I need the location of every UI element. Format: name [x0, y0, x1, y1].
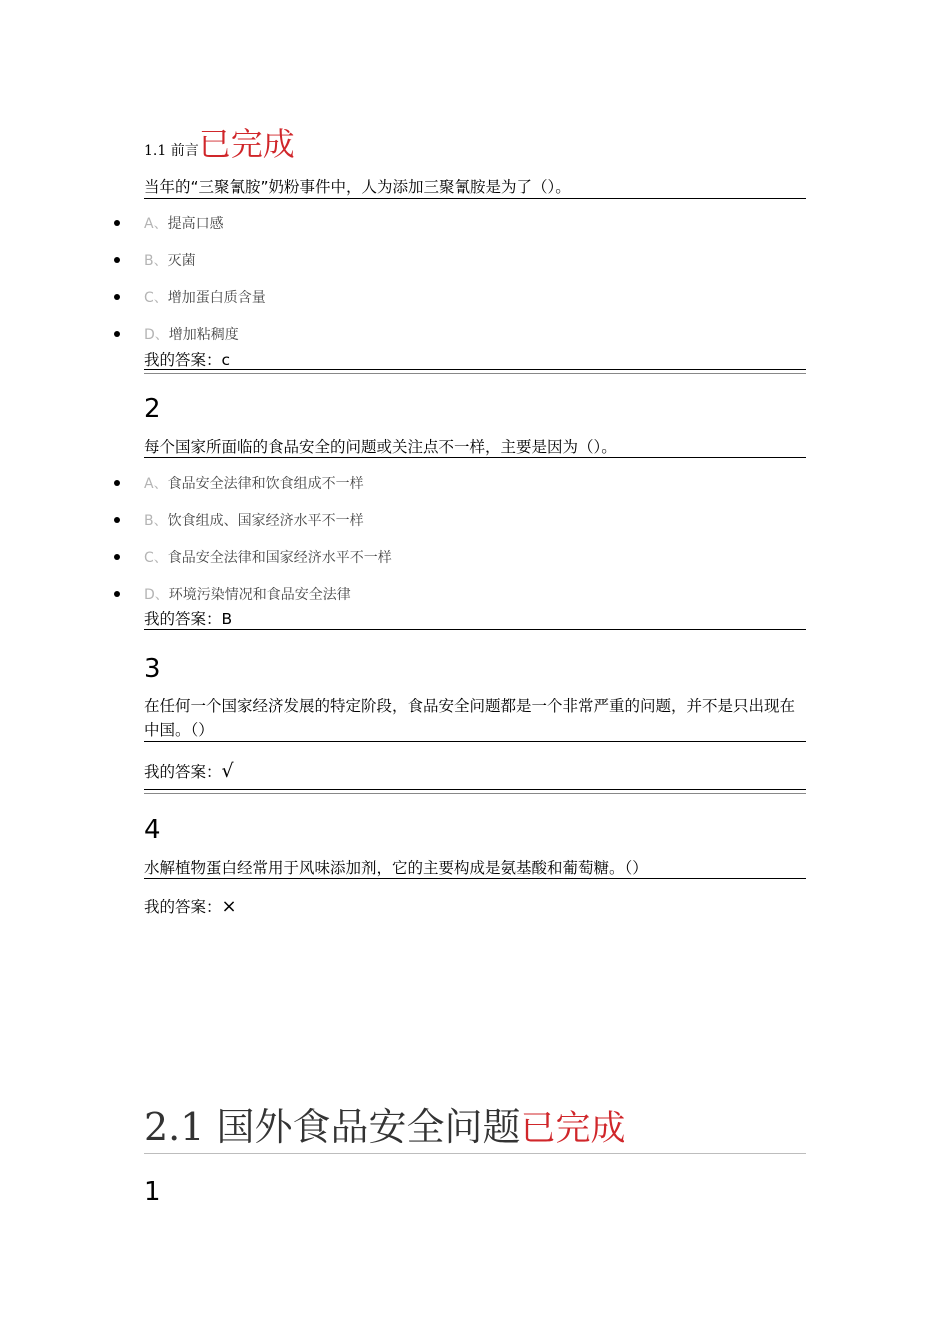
completed-status: 已完成 [520, 1109, 626, 1149]
divider [144, 198, 806, 199]
question-text: 在任何一个国家经济发展的特定阶段，食品安全问题都是一个非常严重的问题，并不是只出现在中国。（） [144, 697, 796, 739]
option-item[interactable]: A、提高口感 [114, 214, 804, 234]
bullet-icon [114, 294, 120, 300]
section-title: 1.1 前言 [144, 143, 199, 159]
bullet-icon [114, 517, 120, 523]
divider [144, 741, 806, 742]
divider [144, 457, 806, 458]
answer-value: c [221, 351, 231, 369]
section-title: 2.1 国外食品安全问题 [144, 1105, 521, 1149]
divider [144, 369, 806, 374]
option-item[interactable]: C、增加蛋白质含量 [114, 288, 804, 308]
question-number: 2 [144, 394, 161, 424]
my-answer: 我的答案：× [144, 896, 237, 917]
option-item[interactable]: A、食品安全法律和饮食组成不一样 [114, 474, 804, 494]
bullet-icon [114, 257, 120, 263]
section-heading [144, 125, 295, 163]
option-item[interactable]: C、食品安全法律和国家经济水平不一样 [114, 548, 804, 568]
bullet-icon [114, 220, 120, 226]
divider [144, 789, 806, 794]
question-text: 每个国家所面临的食品安全的问题或关注点不一样，主要是因为（）。 [144, 438, 617, 456]
divider [144, 878, 806, 879]
answer-value: × [221, 896, 237, 917]
completed-status: 已完成 [198, 125, 295, 163]
option-item[interactable]: B、灭菌 [114, 251, 804, 271]
divider [144, 1153, 806, 1154]
question-number: 4 [144, 815, 161, 845]
question-number: 3 [144, 654, 161, 684]
question-number: 1 [144, 1177, 161, 1207]
answer-value: B [221, 610, 233, 628]
bullet-icon [114, 480, 120, 486]
answer-value: √ [221, 760, 234, 782]
bullet-icon [114, 554, 120, 560]
option-item[interactable]: B、饮食组成、国家经济水平不一样 [114, 511, 804, 531]
bullet-icon [114, 331, 120, 337]
option-item[interactable]: D、增加粘稠度 [114, 325, 804, 345]
bullet-icon [114, 591, 120, 597]
question-text: 水解植物蛋白经常用于风味添加剂，它的主要构成是氨基酸和葡萄糖。（） [144, 859, 648, 877]
my-answer: 我的答案：B [144, 610, 233, 628]
option-item[interactable]: D、环境污染情况和食品安全法律 [114, 585, 804, 605]
my-answer: 我的答案：c [144, 351, 231, 369]
my-answer: 我的答案：√ [144, 760, 234, 782]
divider [144, 629, 806, 630]
question-text: 当年的“三聚氰胺”奶粉事件中，人为添加三聚氰胺是为了（）。 [144, 178, 571, 196]
section-heading [144, 1105, 626, 1149]
